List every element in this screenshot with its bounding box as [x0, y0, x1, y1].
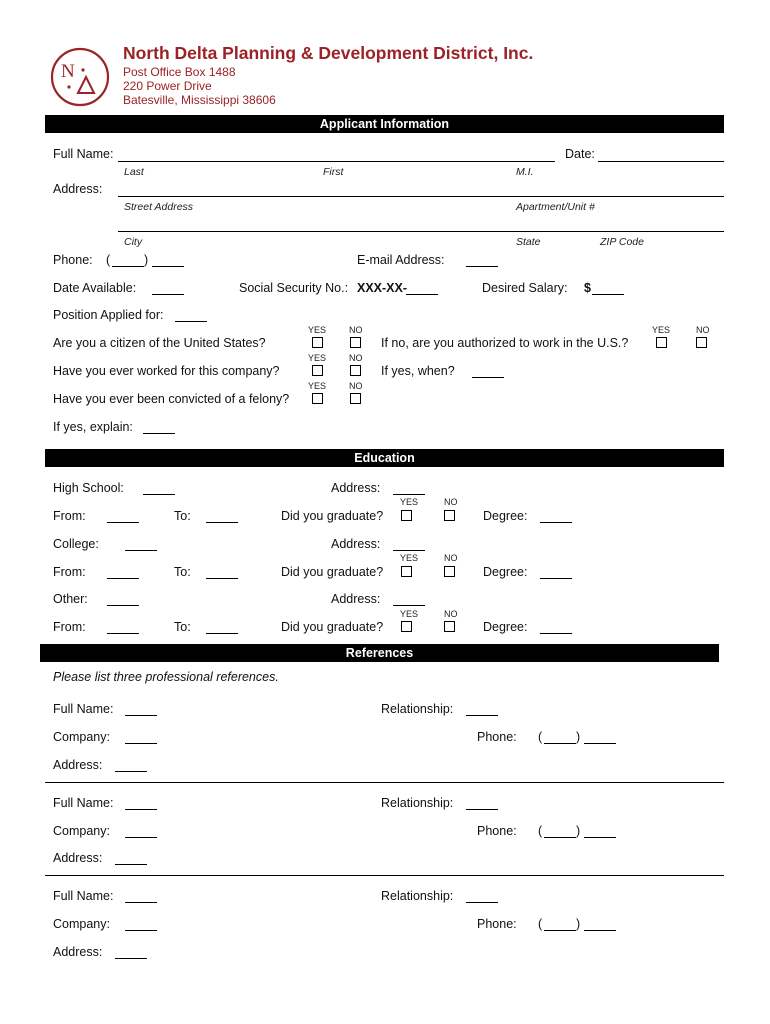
college-graduate-question: Did you graduate? [281, 565, 384, 579]
ref2-company-input[interactable] [125, 837, 157, 838]
apt-sublabel: Apartment/Unit # [516, 201, 595, 213]
hs-yes-label: YES [400, 497, 419, 507]
felony-no-label: NO [349, 381, 363, 391]
hs-graduate-question: Did you graduate? [281, 509, 384, 523]
ref3-phone-paren-close: ) [576, 917, 581, 931]
citizen-yes-checkbox[interactable] [312, 337, 323, 348]
citizen-no-checkbox[interactable] [350, 337, 361, 348]
college-to-label: To: [174, 565, 191, 579]
ref1-relationship-label: Relationship: [381, 702, 454, 716]
ref3-phone-number-input[interactable] [584, 930, 616, 931]
ref3-phone-paren-open: ( [538, 917, 543, 931]
ref2-phone-label: Phone: [477, 824, 517, 838]
full-name-input[interactable] [118, 161, 555, 162]
authorized-no-checkbox[interactable] [696, 337, 707, 348]
city-sublabel: City [124, 236, 143, 248]
salary-symbol: $ [584, 281, 591, 295]
ref1-phone-label: Phone: [477, 730, 517, 744]
when-question: If yes, when? [381, 364, 455, 378]
ref3-full-name-label: Full Name: [53, 889, 114, 903]
college-yes-label: YES [400, 553, 419, 563]
hs-from-input[interactable] [107, 522, 139, 523]
high-school-input[interactable] [143, 494, 175, 495]
ref3-full-name-input[interactable] [125, 902, 157, 903]
section-header-references: References [40, 644, 719, 662]
org-logo [50, 47, 110, 107]
explain-label: If yes, explain: [53, 420, 133, 434]
authorized-no-label: NO [696, 325, 710, 335]
hs-no-label: NO [444, 497, 458, 507]
first-sublabel: First [323, 166, 344, 178]
other-degree-input[interactable] [540, 633, 572, 634]
college-to-input[interactable] [206, 578, 238, 579]
ref1-relationship-input[interactable] [466, 715, 498, 716]
section-header-applicant: Applicant Information [45, 115, 724, 133]
high-school-address-input[interactable] [393, 494, 425, 495]
ref2-address-label: Address: [53, 851, 103, 865]
full-name-label: Full Name: [53, 147, 114, 161]
worked-yes-label: YES [308, 353, 327, 363]
college-from-label: From: [53, 565, 86, 579]
date-input[interactable] [598, 161, 724, 162]
college-input[interactable] [125, 550, 157, 551]
felony-yes-label: YES [308, 381, 327, 391]
college-label: College: [53, 537, 99, 551]
ref3-company-input[interactable] [125, 930, 157, 931]
ref3-company-label: Company: [53, 917, 110, 931]
worked-yes-checkbox[interactable] [312, 365, 323, 376]
salary-label: Desired Salary: [482, 281, 568, 295]
authorized-yes-checkbox[interactable] [656, 337, 667, 348]
hs-to-input[interactable] [206, 522, 238, 523]
logo-emblem [50, 47, 110, 107]
ssn-prefix: XXX-XX- [357, 281, 408, 295]
college-degree-input[interactable] [540, 578, 572, 579]
citizen-no-label: NO [349, 325, 363, 335]
address-label: Address: [53, 182, 103, 196]
street-address-input[interactable] [118, 196, 724, 197]
ref2-full-name-input[interactable] [125, 809, 157, 810]
date-available-label: Date Available: [53, 281, 137, 295]
ref1-phone-number-input[interactable] [584, 743, 616, 744]
zip-sublabel: ZIP Code [600, 236, 644, 248]
hs-graduate-yes-checkbox[interactable] [401, 510, 412, 521]
ref3-relationship-label: Relationship: [381, 889, 454, 903]
ref2-relationship-label: Relationship: [381, 796, 454, 810]
high-school-label: High School: [53, 481, 124, 495]
date-label: Date: [565, 147, 595, 161]
ref2-relationship-input[interactable] [466, 809, 498, 810]
hs-degree-input[interactable] [540, 522, 572, 523]
citizen-question: Are you a citizen of the United States? [53, 336, 266, 350]
section-header-education: Education [45, 449, 724, 467]
other-graduate-yes-checkbox[interactable] [401, 621, 412, 632]
when-input[interactable] [472, 377, 504, 378]
ssn-label: Social Security No.: [239, 281, 349, 295]
org-address-line3: Batesville, Mississippi 38606 [123, 93, 276, 107]
org-address-line2: 220 Power Drive [123, 79, 212, 93]
phone-paren-close: ) [144, 253, 149, 267]
ref-divider-1 [45, 782, 724, 783]
high-school-address-label: Address: [331, 481, 381, 495]
ref1-address-label: Address: [53, 758, 103, 772]
ref2-phone-area-input[interactable] [544, 837, 576, 838]
college-graduate-no-checkbox[interactable] [444, 566, 455, 577]
ref2-phone-paren-open: ( [538, 824, 543, 838]
ref2-phone-paren-close: ) [576, 824, 581, 838]
ref2-full-name-label: Full Name: [53, 796, 114, 810]
other-to-input[interactable] [206, 633, 238, 634]
hs-to-label: To: [174, 509, 191, 523]
org-address-line1: Post Office Box 1488 [123, 65, 236, 79]
hs-degree-label: Degree: [483, 509, 528, 523]
other-yes-label: YES [400, 609, 419, 619]
email-label: E-mail Address: [357, 253, 445, 267]
worked-no-label: NO [349, 353, 363, 363]
phone-label: Phone: [53, 253, 93, 267]
mi-sublabel: M.I. [516, 166, 534, 178]
ref1-phone-paren-open: ( [538, 730, 543, 744]
references-intro: Please list three professional references. [53, 670, 279, 684]
ref1-address-input[interactable] [115, 771, 147, 772]
other-input[interactable] [107, 605, 139, 606]
ref-divider-2 [45, 875, 724, 876]
citizen-yes-label: YES [308, 325, 327, 335]
ref3-address-label: Address: [53, 945, 103, 959]
other-address-label: Address: [331, 592, 381, 606]
other-address-input[interactable] [393, 605, 425, 606]
other-label: Other: [53, 592, 88, 606]
college-no-label: NO [444, 553, 458, 563]
felony-question: Have you ever been convicted of a felony? [53, 392, 290, 406]
ref2-company-label: Company: [53, 824, 110, 838]
explain-input[interactable] [143, 433, 175, 434]
email-input[interactable] [466, 266, 498, 267]
position-input[interactable] [175, 321, 207, 322]
phone-number-input[interactable] [152, 266, 184, 267]
ref2-phone-number-input[interactable] [584, 837, 616, 838]
worked-no-checkbox[interactable] [350, 365, 361, 376]
ref1-full-name-input[interactable] [125, 715, 157, 716]
college-degree-label: Degree: [483, 565, 528, 579]
other-graduate-no-checkbox[interactable] [444, 621, 455, 632]
ref1-full-name-label: Full Name: [53, 702, 114, 716]
ref1-phone-paren-close: ) [576, 730, 581, 744]
salary-input[interactable] [592, 294, 624, 295]
college-address-label: Address: [331, 537, 381, 551]
ref1-company-input[interactable] [125, 743, 157, 744]
other-from-label: From: [53, 620, 86, 634]
other-to-label: To: [174, 620, 191, 634]
other-graduate-question: Did you graduate? [281, 620, 384, 634]
ref3-phone-area-input[interactable] [544, 930, 576, 931]
ref3-address-input[interactable] [115, 958, 147, 959]
position-label: Position Applied for: [53, 308, 164, 322]
authorized-yes-label: YES [652, 325, 671, 335]
hs-from-label: From: [53, 509, 86, 523]
college-from-input[interactable] [107, 578, 139, 579]
hs-graduate-no-checkbox[interactable] [444, 510, 455, 521]
city-state-zip-input[interactable] [118, 231, 724, 232]
date-available-input[interactable] [152, 294, 184, 295]
other-from-input[interactable] [107, 633, 139, 634]
ref1-company-label: Company: [53, 730, 110, 744]
street-sublabel: Street Address [124, 201, 194, 213]
ref1-phone-area-input[interactable] [544, 743, 576, 744]
other-no-label: NO [444, 609, 458, 619]
ssn-input[interactable] [406, 294, 438, 295]
college-address-input[interactable] [393, 550, 425, 551]
ref2-address-input[interactable] [115, 864, 147, 865]
last-sublabel: Last [124, 166, 144, 178]
organization-name: North Delta Planning & Development District, Inc. [123, 43, 534, 63]
svg-text:N: N [61, 61, 75, 82]
phone-area-code-input[interactable] [112, 266, 144, 267]
authorized-question: If no, are you authorized to work in the U.S.? [381, 336, 629, 350]
felony-no-checkbox[interactable] [350, 393, 361, 404]
college-graduate-yes-checkbox[interactable] [401, 566, 412, 577]
worked-question: Have you ever worked for this company? [53, 364, 280, 378]
state-sublabel: State [516, 236, 541, 248]
ref3-phone-label: Phone: [477, 917, 517, 931]
other-degree-label: Degree: [483, 620, 528, 634]
phone-paren-open: ( [106, 253, 111, 267]
ref3-relationship-input[interactable] [466, 902, 498, 903]
felony-yes-checkbox[interactable] [312, 393, 323, 404]
